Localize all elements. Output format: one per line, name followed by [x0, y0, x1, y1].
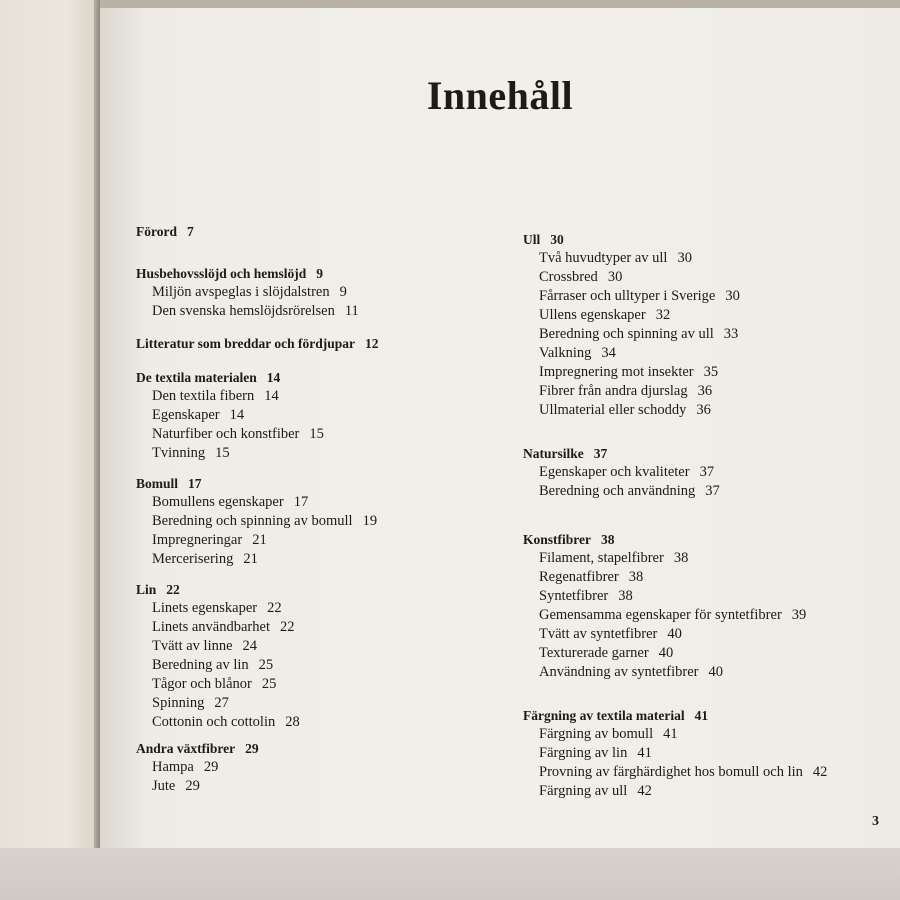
- background-surface-bottom: [0, 848, 900, 900]
- toc-entry-label: Tvinning: [152, 445, 206, 461]
- toc-page-number: 29: [203, 759, 219, 775]
- toc-page-number: 38: [628, 569, 644, 585]
- toc-entry: [136, 713, 300, 732]
- toc-entry: [136, 531, 377, 550]
- toc-entry-label: Regenatfibrer: [539, 569, 619, 585]
- toc-page-number: 21: [243, 551, 258, 567]
- toc-page-number: 14: [264, 388, 279, 404]
- toc-page-number: 28: [285, 714, 300, 730]
- toc-entry: [136, 599, 300, 618]
- toc-section: [523, 230, 740, 420]
- toc-page-number: 17: [293, 494, 309, 510]
- toc-page-number: 9: [339, 284, 347, 300]
- toc-section-heading: [136, 739, 259, 758]
- toc-section-heading: [523, 530, 806, 549]
- toc-entry: [523, 401, 740, 420]
- toc-entry-label: Egenskaper och kvaliteter: [539, 464, 690, 480]
- toc-page-number: 24: [242, 638, 258, 654]
- toc-page-number: 30: [677, 250, 692, 266]
- toc-entry-label: Tvätt av linne: [152, 638, 233, 654]
- toc-entry-label: Texturerade garner: [539, 645, 649, 661]
- toc-section: [523, 444, 720, 501]
- toc-entry: [523, 249, 740, 268]
- toc-section-title: Litteratur som breddar och fördjupar: [136, 336, 355, 351]
- toc-page-number: 30: [725, 288, 740, 304]
- toc-section: [136, 474, 377, 569]
- toc-page-number: 37: [593, 446, 608, 461]
- page-number: 3: [872, 814, 879, 829]
- toc-page-number: 30: [550, 232, 564, 247]
- toc-entry: [523, 382, 740, 401]
- toc-page-number: 37: [705, 483, 720, 499]
- toc-entry-label: Spinning: [152, 695, 205, 711]
- toc-entry: [523, 644, 806, 663]
- toc-entry: [523, 549, 806, 568]
- toc-entry-label: Valkning: [539, 345, 592, 361]
- toc-entry-label: Naturfiber och konstfiber: [152, 426, 300, 442]
- toc-entry: [136, 493, 377, 512]
- toc-entry: [136, 675, 300, 694]
- toc-page-number: 41: [694, 708, 709, 723]
- toc-page-number: 38: [618, 588, 633, 604]
- toc-entry-label: Linets användbarhet: [152, 619, 270, 635]
- toc-entry: [136, 758, 259, 777]
- toc-page-number: 25: [258, 657, 274, 673]
- toc-section-heading: [136, 222, 194, 241]
- toc-entry-label: Beredning och användning: [539, 483, 696, 499]
- toc-section-title: Förord: [136, 224, 177, 239]
- toc-entry-label: Impregnering mot insekter: [539, 364, 694, 380]
- toc-section: [136, 580, 300, 732]
- toc-page-number: 11: [344, 303, 359, 319]
- toc-entry-label: Crossbred: [539, 269, 598, 285]
- toc-entry: [523, 725, 827, 744]
- toc-page-number: 36: [697, 383, 713, 399]
- toc-entry-label: Färgning av bomull: [539, 726, 654, 742]
- toc-section-title: Färgning av textila material: [523, 708, 685, 723]
- toc-entry-label: Färgning av lin: [539, 745, 628, 761]
- toc-page-number: 14: [229, 407, 245, 423]
- toc-entry-label: Användning av syntetfibrer: [539, 664, 699, 680]
- toc-entry: [523, 344, 740, 363]
- toc-page-number: 9: [316, 266, 324, 281]
- left-page: [0, 0, 96, 862]
- toc-section: [136, 264, 359, 321]
- toc-page-number: 27: [214, 695, 229, 711]
- toc-entry: [523, 782, 827, 801]
- toc-entry: [523, 568, 806, 587]
- toc-page-number: 29: [185, 778, 200, 794]
- toc-entry: [136, 444, 324, 463]
- toc-entry-label: Den svenska hemslöjdsrörelsen: [152, 303, 335, 319]
- toc-entry: [136, 425, 324, 444]
- toc-entry-label: Syntetfibrer: [539, 588, 609, 604]
- toc-page-number: 17: [188, 476, 202, 491]
- toc-page-number: 36: [696, 402, 711, 418]
- toc-page-number: 42: [812, 764, 828, 780]
- toc-entry-label: Impregneringar: [152, 532, 243, 548]
- toc-entry: [136, 656, 300, 675]
- toc-entry-label: Linets egenskaper: [152, 600, 258, 616]
- toc-entry-label: Den textila fibern: [152, 388, 255, 404]
- toc-section-heading: [136, 474, 377, 493]
- toc-section-title: Bomull: [136, 476, 179, 491]
- toc-entry-label: Beredning och spinning av ull: [539, 326, 714, 342]
- toc-page-number: 34: [601, 345, 616, 361]
- toc-entry: [136, 406, 324, 425]
- toc-entry: [523, 287, 740, 306]
- toc-section-title: Natursilke: [523, 446, 584, 461]
- toc-page-number: 22: [267, 600, 282, 616]
- toc-entry-label: Filament, stapelfibrer: [539, 550, 664, 566]
- toc-section-heading: [136, 334, 379, 353]
- toc-page-number: 41: [637, 745, 652, 761]
- toc-entry-label: Beredning av lin: [152, 657, 249, 673]
- toc-entry-label: Tågor och blånor: [152, 676, 252, 692]
- toc-page-number: 40: [667, 626, 682, 642]
- toc-section-title: Andra växtfibrer: [136, 741, 236, 756]
- toc-section-title: De textila materialen: [136, 370, 257, 385]
- toc-page-number: 42: [637, 783, 652, 799]
- toc-page-number: 30: [607, 269, 623, 285]
- toc-page-number: 22: [166, 582, 180, 597]
- toc-entry: [523, 606, 806, 625]
- toc-page-number: 37: [699, 464, 715, 480]
- toc-page-number: 29: [245, 741, 259, 756]
- toc-entry: [523, 482, 720, 501]
- toc-entry-label: Mercerisering: [152, 551, 234, 567]
- toc-page-number: 22: [279, 619, 295, 635]
- toc-page-number: 14: [266, 370, 281, 385]
- toc-entry: [136, 302, 359, 321]
- toc-page-number: 25: [261, 676, 277, 692]
- toc-entry: [136, 637, 300, 656]
- toc-section-heading: [136, 264, 359, 283]
- toc-entry-label: Egenskaper: [152, 407, 220, 423]
- toc-entry-label: Fibrer från andra djurslag: [539, 383, 688, 399]
- toc-entry: [136, 512, 377, 531]
- toc-section-heading: [136, 368, 324, 387]
- toc-entry: [523, 744, 827, 763]
- toc-entry: [136, 777, 259, 796]
- toc-entry: [523, 268, 740, 287]
- toc-entry-label: Gemensamma egenskaper för syntetfibrer: [539, 607, 782, 623]
- toc-page-number: 35: [703, 364, 719, 380]
- toc-page-number: 19: [362, 513, 378, 529]
- toc-page-number: 38: [601, 532, 615, 547]
- toc-entry-label: Cottonin och cottolin: [152, 714, 276, 730]
- contents-page: [100, 8, 900, 848]
- toc-page-number: 32: [655, 307, 671, 323]
- toc-page-number: 40: [658, 645, 674, 661]
- toc-section-heading: [136, 580, 300, 599]
- toc-page-number: 40: [708, 664, 723, 680]
- toc-page-number: 21: [252, 532, 267, 548]
- toc-entry: [136, 550, 377, 569]
- toc-page-number: 39: [791, 607, 807, 623]
- toc-page-number: 33: [723, 326, 739, 342]
- page-title: Innehåll: [426, 73, 574, 118]
- toc-entry-label: Hampa: [152, 759, 194, 775]
- toc-page-number: 38: [673, 550, 689, 566]
- toc-entry-label: Provning av färghärdighet hos bomull och lin: [539, 764, 803, 780]
- toc-page-number: 12: [365, 336, 379, 351]
- toc-page-number: 15: [215, 445, 230, 461]
- toc-entry: [136, 387, 324, 406]
- toc-section: [523, 530, 806, 682]
- toc-section-heading: [523, 230, 740, 249]
- toc-section-title: Ull: [523, 232, 541, 247]
- toc-section: [136, 739, 259, 796]
- toc-entry: [523, 306, 740, 325]
- toc-entry: [136, 283, 359, 302]
- toc-section: [136, 222, 194, 241]
- toc-section: [136, 334, 379, 353]
- toc-entry-label: Jute: [152, 778, 176, 794]
- toc-entry: [523, 325, 740, 344]
- toc-entry-label: Färgning av ull: [539, 783, 628, 799]
- toc-entry-label: Beredning och spinning av bomull: [152, 513, 353, 529]
- toc-entry: [523, 663, 806, 682]
- toc-entry: [523, 463, 720, 482]
- toc-entry-label: Ullmaterial eller schoddy: [539, 402, 687, 418]
- toc-entry-label: Fårraser och ulltyper i Sverige: [539, 288, 716, 304]
- toc-entry: [523, 625, 806, 644]
- toc-entry-label: Tvätt av syntetfibrer: [539, 626, 658, 642]
- toc-entry-label: Miljön avspeglas i slöjdalstren: [152, 284, 330, 300]
- toc-entry: [523, 363, 740, 382]
- toc-entry-label: Två huvudtyper av ull: [539, 250, 668, 266]
- toc-section-title: Konstfibrer: [523, 532, 591, 547]
- toc-section-heading: [523, 706, 827, 725]
- toc-entry: [136, 618, 300, 637]
- toc-entry: [523, 763, 827, 782]
- toc-section: [136, 368, 324, 463]
- toc-page-number: 7: [187, 224, 194, 239]
- toc-section-heading: [523, 444, 720, 463]
- toc-entry: [523, 587, 806, 606]
- toc-entry-label: Ullens egenskaper: [539, 307, 646, 323]
- toc-section-title: Husbehovsslöjd och hemslöjd: [136, 266, 307, 281]
- toc-entry: [136, 694, 300, 713]
- toc-section: [523, 706, 827, 801]
- toc-entry-label: Bomullens egenskaper: [152, 494, 284, 510]
- toc-page-number: 15: [309, 426, 324, 442]
- toc-section-title: Lin: [136, 582, 157, 597]
- toc-page-number: 41: [663, 726, 678, 742]
